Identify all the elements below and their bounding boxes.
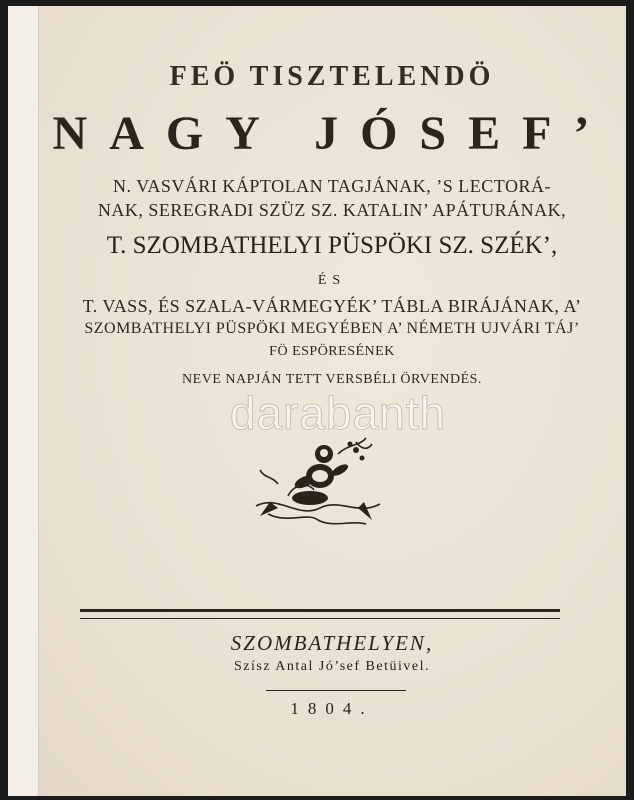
- subtitle-line-7: NEVE NAPJÁN TETT VERSBÉLI ÖRVENDÉS.: [182, 372, 482, 387]
- binding-stub: [8, 6, 39, 796]
- imprint-rule: [266, 690, 406, 691]
- imprint-year: 1804.: [290, 699, 374, 718]
- subtitle-line-6: FÖ ESPÖRESÉNEK: [269, 344, 395, 359]
- watermark: darabanth: [229, 387, 447, 439]
- subtitle-es: ÉS: [317, 273, 347, 288]
- title-name: NAGY JÓSEF’: [52, 107, 612, 160]
- imprint-city: SZOMBATHELYEN,: [230, 631, 434, 655]
- subtitle-line-1: N. VASVÁRI KÁPTOLAN TAGJÁNAK, ’S LECTORÁ-: [113, 176, 551, 196]
- book-title-page: [8, 6, 626, 796]
- subtitle-line-3: T. SZOMBATHELYI PÜSPÖKI SZ. SZÉK’,: [106, 232, 558, 259]
- imprint-printer: Szísz Antal Jó’sef Betüivel.: [234, 659, 430, 674]
- double-rule: [80, 609, 560, 619]
- subtitle-line-5: SZOMBATHELYI PÜSPÖKI MEGYÉBEN A’ NÉMETH UJVÁRI TÁJ’: [84, 320, 580, 337]
- subtitle-line-2: NAK, SEREGRADI SZÜZ SZ. KATALIN’ APÁTURÁNAK,: [97, 200, 567, 220]
- title-line-1: FEÖ TISZTELENDÖ: [169, 61, 495, 92]
- cherub-ornament-icon: [248, 424, 388, 534]
- subtitle-line-4: T. VASS, ÉS SZALA-VÁRMEGYÉK’ TÁBLA BIRÁJÁNAK, A’: [82, 296, 582, 316]
